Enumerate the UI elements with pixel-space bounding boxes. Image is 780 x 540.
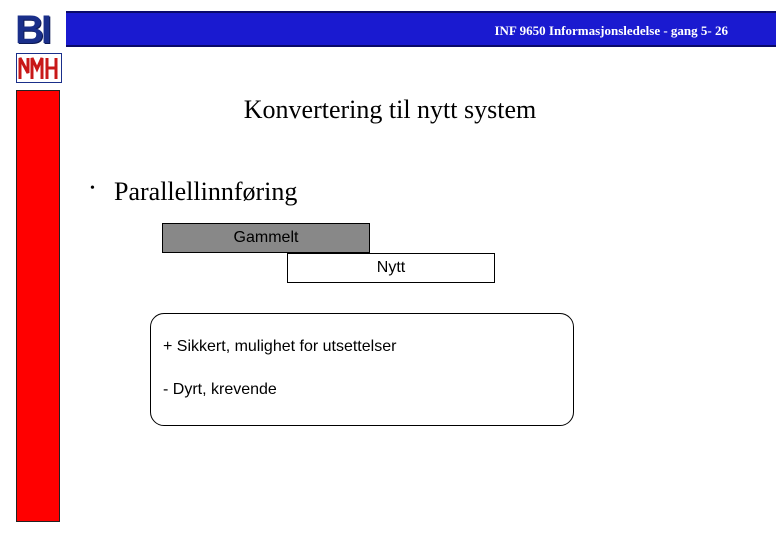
nmh-logo [16, 53, 62, 83]
old-system-bar: Gammelt [162, 223, 370, 253]
new-system-bar: Nytt [287, 253, 495, 283]
slide-title: Konvertering til nytt system [243, 95, 537, 124]
course-title: INF 9650 Informasjonsledelse - gang 5- 26 [494, 23, 728, 38]
bi-logo: BI [15, 8, 49, 52]
pros-cons-box [150, 313, 574, 426]
header-bar [66, 11, 776, 47]
side-bar [16, 90, 60, 522]
bullet-text: Parallellinnføring [114, 177, 298, 206]
pro-text: + Sikkert, mulighet for utsettelser [163, 338, 397, 355]
con-text: - Dyrt, krevende [163, 381, 277, 398]
bullet-marker: • [90, 181, 95, 196]
